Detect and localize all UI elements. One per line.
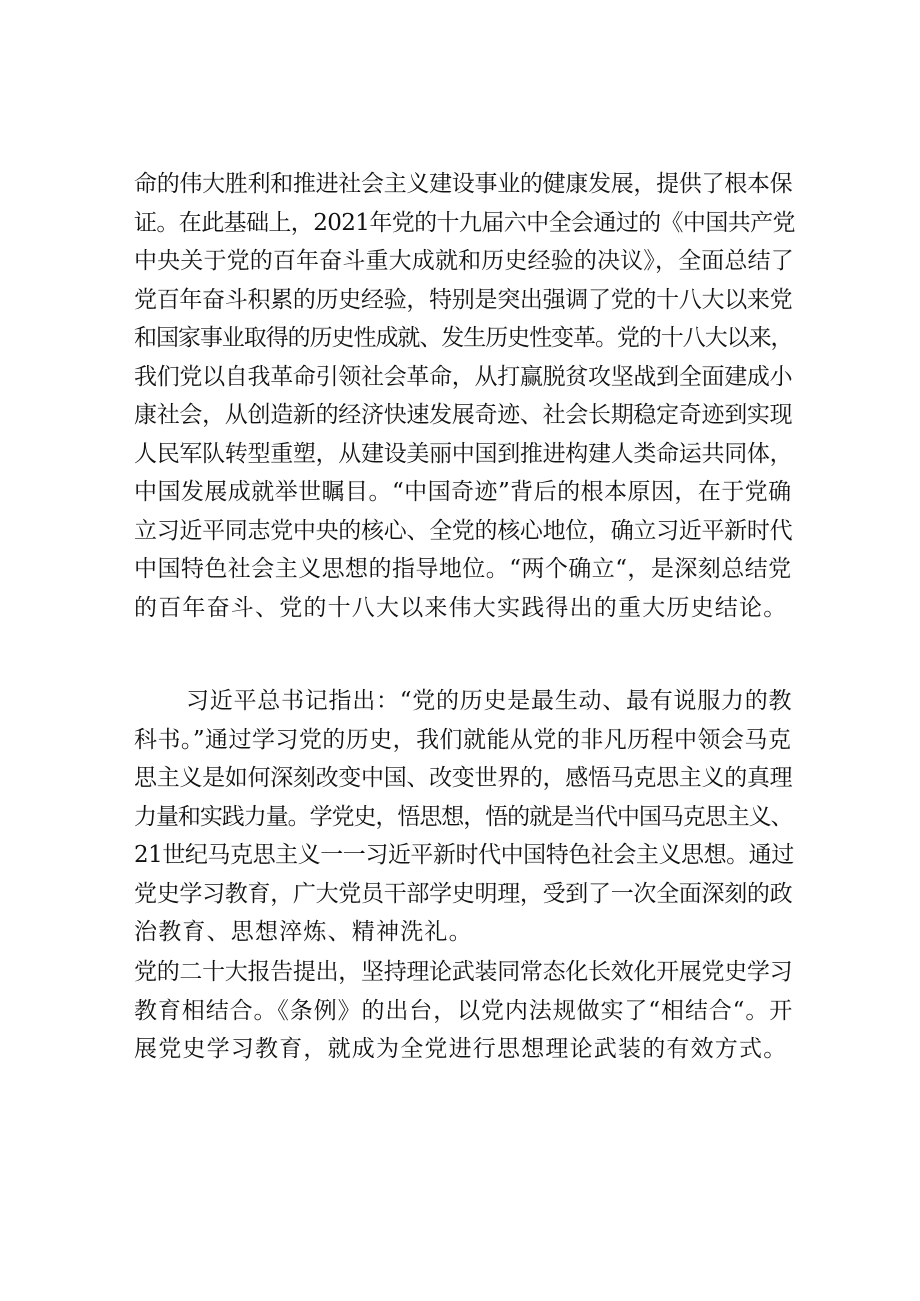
text-line: 力量和实践力量。学党史，悟思想，悟的就是当代中国马克思主义、 xyxy=(134,803,793,830)
paragraph-2 xyxy=(134,682,794,952)
text-line: 展党史学习教育，就成为全党进行思想理论武装的有效方式。 xyxy=(134,1036,788,1062)
text-line: 治教育、思想淬炼、精神洗礼。 xyxy=(134,919,473,945)
text-line: 党史学习教育，广大党员干部学史明理，受到了一次全面深刻的政 xyxy=(134,880,793,907)
text-line: 党百年奋斗积累的历史经验，特别是突出强调了党的十八大以来党 xyxy=(134,286,793,313)
text-line: 思主义是如何深刻改变中国、改变世界的，感悟马克思主义的真理 xyxy=(134,765,793,791)
text-line: 我们党以自我革命引领社会革命，从打赢脱贫攻坚战到全面建成小 xyxy=(134,363,793,390)
text-line: 中国特色社会主义思想的指导地位。“两个确立“，是深刻总结党 xyxy=(134,556,792,582)
text-line: 中央关于党的百年奋斗重大成就和历史经验的决议》，全面总结了 xyxy=(134,248,794,274)
text-line: 21世纪马克思主义一一习近平新时代中国特色社会主义思想。通过 xyxy=(134,842,794,868)
text-line: 中国发展成就举世瞩目。“中国奇迹”背后的根本原因，在于党确 xyxy=(134,479,792,505)
paragraph-3 xyxy=(134,953,794,1069)
text-line: 教育相结合。《条例》的出台，以党内法规做实了“相结合“。开 xyxy=(134,997,794,1024)
text-line: 的百年奋斗、党的十八大以来伟大实践得出的重大历史结论。 xyxy=(134,594,788,621)
text-line: 证。在此基础上，2021年党的十九届六中全会通过的《中国共产党 xyxy=(134,209,795,236)
text-line: 习近平总书记指出：“党的历史是最生动、最有说服力的教 xyxy=(186,688,793,714)
text-line: 康社会，从创造新的经济快速发展奇迹、社会长期稳定奇迹到实现 xyxy=(134,402,793,428)
text-line: 党的二十大报告提出，坚持理论武装同常态化长效化开展党史学习 xyxy=(134,959,793,985)
text-line: 和国家事业取得的历史性成就、发生历史性变革。党的十八大以来， xyxy=(134,325,793,351)
text-line: 人民军队转型重塑，从建设美丽中国到推进构建人类命运共同体， xyxy=(134,440,793,467)
text-line: 立习近平同志党中央的核心、全党的核心地位，确立习近平新时代 xyxy=(134,517,793,544)
text-line: 命的伟大胜利和推进社会主义建设事业的健康发展，提供了根本保 xyxy=(134,171,793,197)
text-line: 科书。”通过学习党的历史，我们就能从党的非凡历程中领会马克 xyxy=(134,726,792,753)
paragraph-1 xyxy=(134,165,794,627)
